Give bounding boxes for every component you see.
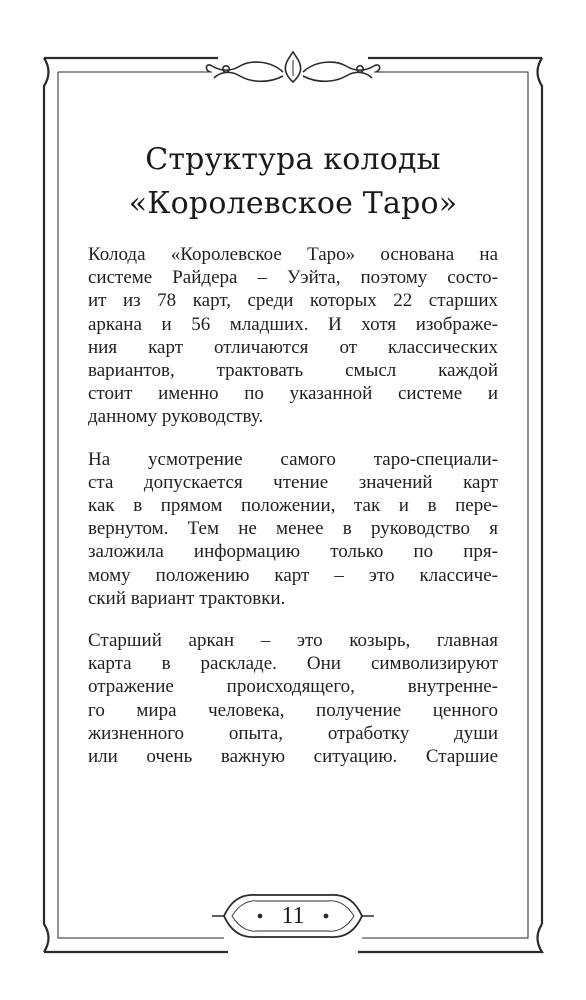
paragraph: [88, 448, 498, 610]
text-line: ста допускается чтение значений карт: [88, 471, 498, 493]
text-line: или очень важную ситуацию. Старшие: [88, 746, 498, 768]
paragraph: [88, 243, 498, 429]
text-line: ский вариант трактовки.: [88, 587, 286, 609]
title-line-2: «Королевское Таро»: [128, 186, 458, 221]
text-line: Старший аркан – это козырь, главная: [88, 630, 498, 652]
text-line: аркана и 56 младших. И хотя изображе-: [88, 313, 498, 335]
text-line: Колода «Королевское Таро» основана на: [88, 244, 498, 265]
text-line: карта в раскладе. Они символизируют: [88, 653, 498, 675]
text-line: стоит именно по указанной системе и: [88, 383, 498, 405]
page-number: 11: [281, 903, 305, 929]
text-line: На усмотрение самого таро-специали-: [88, 448, 498, 470]
text-line: ния карт отличаются от классических: [88, 336, 498, 358]
text-line: жизненного опыта, отработку души: [88, 722, 498, 744]
text-line: мому положению карт – это классиче-: [88, 564, 498, 586]
text-line: вернутом. Тем не менее в руководство я: [88, 518, 498, 540]
text-line: го мира человека, получение ценного: [88, 699, 498, 721]
text-line: заложила информацию только по пря-: [88, 541, 498, 563]
text-line: системе Райдера – Уэйта, поэтому состо-: [88, 267, 498, 289]
text-line: отражение происходящего, внутренне-: [88, 676, 498, 698]
page-title: [0, 138, 586, 226]
top-flourish-ornament: [206, 52, 379, 82]
text-line: ит из 78 карт, среди которых 22 старших: [88, 290, 498, 312]
paragraph: [88, 629, 498, 768]
text-line: как в прямом положении, так и в пере-: [88, 495, 498, 517]
title-line-1: Структура колоды: [145, 142, 441, 177]
text-line: данному руководству.: [88, 406, 264, 428]
body-text: [88, 243, 498, 787]
text-line: вариантов, трактовать смысл каждой: [88, 360, 498, 382]
